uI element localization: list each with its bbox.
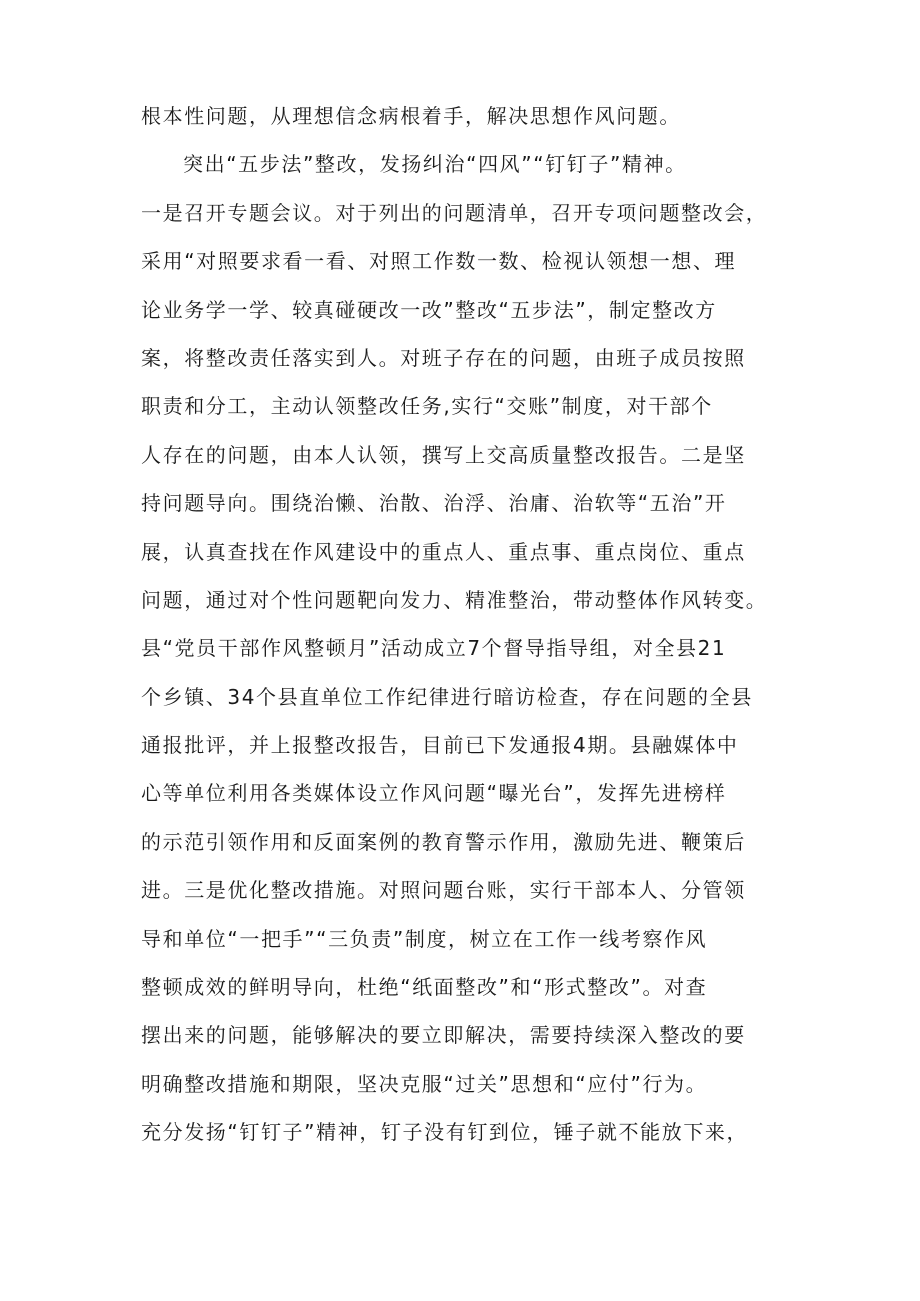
text-line: 进。三是优化整改措施。对照问题台账，实行干部本人、分管领	[141, 878, 746, 903]
text-line: 人存在的问题，由本人认领，撰写上交高质量整改报告。二是坚	[141, 442, 746, 467]
text-line: 整顿成效的鲜明导向，杜绝“纸面整改”和“形式整改”。对查	[141, 975, 708, 1000]
text-line: 心等单位利用各类媒体设立作风问题“曝光台”，发挥先进榜样	[141, 781, 727, 806]
text-line: 充分发扬“钉钉子”精神，钉子没有钉到位，锤子就不能放下来，	[141, 1120, 749, 1145]
text-line: 导和单位“一把手”“三负责”制度，树立在工作一线考察作风	[141, 926, 708, 951]
text-line: 个乡镇、34个县直单位工作纪律进行暗访检查，存在问题的全县	[141, 684, 753, 709]
text-line: 案，将整改责任落实到人。对班子存在的问题，由班子成员按照	[141, 345, 746, 370]
text-line: 一是召开专题会议。对于列出的问题清单，召开专项问题整改会，	[141, 200, 768, 225]
text-line: 职责和分工，主动认领整改任务,实行“交账”制度，对干部个	[141, 394, 713, 419]
text-line: 持问题导向。围绕治懒、治散、治浮、治庸、治软等“五治”开	[141, 491, 727, 516]
text-line: 的示范引领作用和反面案例的教育警示作用，激励先进、鞭策后	[141, 829, 746, 854]
text-line: 展，认真查找在作风建设中的重点人、重点事、重点岗位、重点	[141, 539, 746, 564]
text-line: 明确整改措施和期限，坚决克服“过关”思想和“应付”行为。	[141, 1071, 708, 1096]
text-line: 摆出来的问题，能够解决的要立即解决，需要持续深入整改的要	[141, 1023, 746, 1048]
text-line: 通报批评，并上报整改报告，目前已下发通报4期。县融媒体中	[141, 733, 739, 758]
paragraph-first-line: 突出“五步法”整改，发扬纠治“四风”“钉钉子”精神。	[183, 152, 687, 177]
body-text	[0, 92, 920, 1157]
text-line: 问题，通过对个性问题靶向发力、精准整治，带动整体作风转变。	[141, 587, 768, 612]
text-line: 论业务学一学、较真碰硬改一改”整改“五步法”，制定整改方	[141, 297, 717, 322]
text-line: 采用“对照要求看一看、对照工作数一数、检视认领想一想、理	[141, 249, 737, 274]
text-line: 根本性问题，从理想信念病根着手，解决思想作风问题。	[141, 104, 681, 128]
text-line: 县“党员干部作风整顿月”活动成立7个督导指导组，对全县21	[141, 636, 727, 661]
